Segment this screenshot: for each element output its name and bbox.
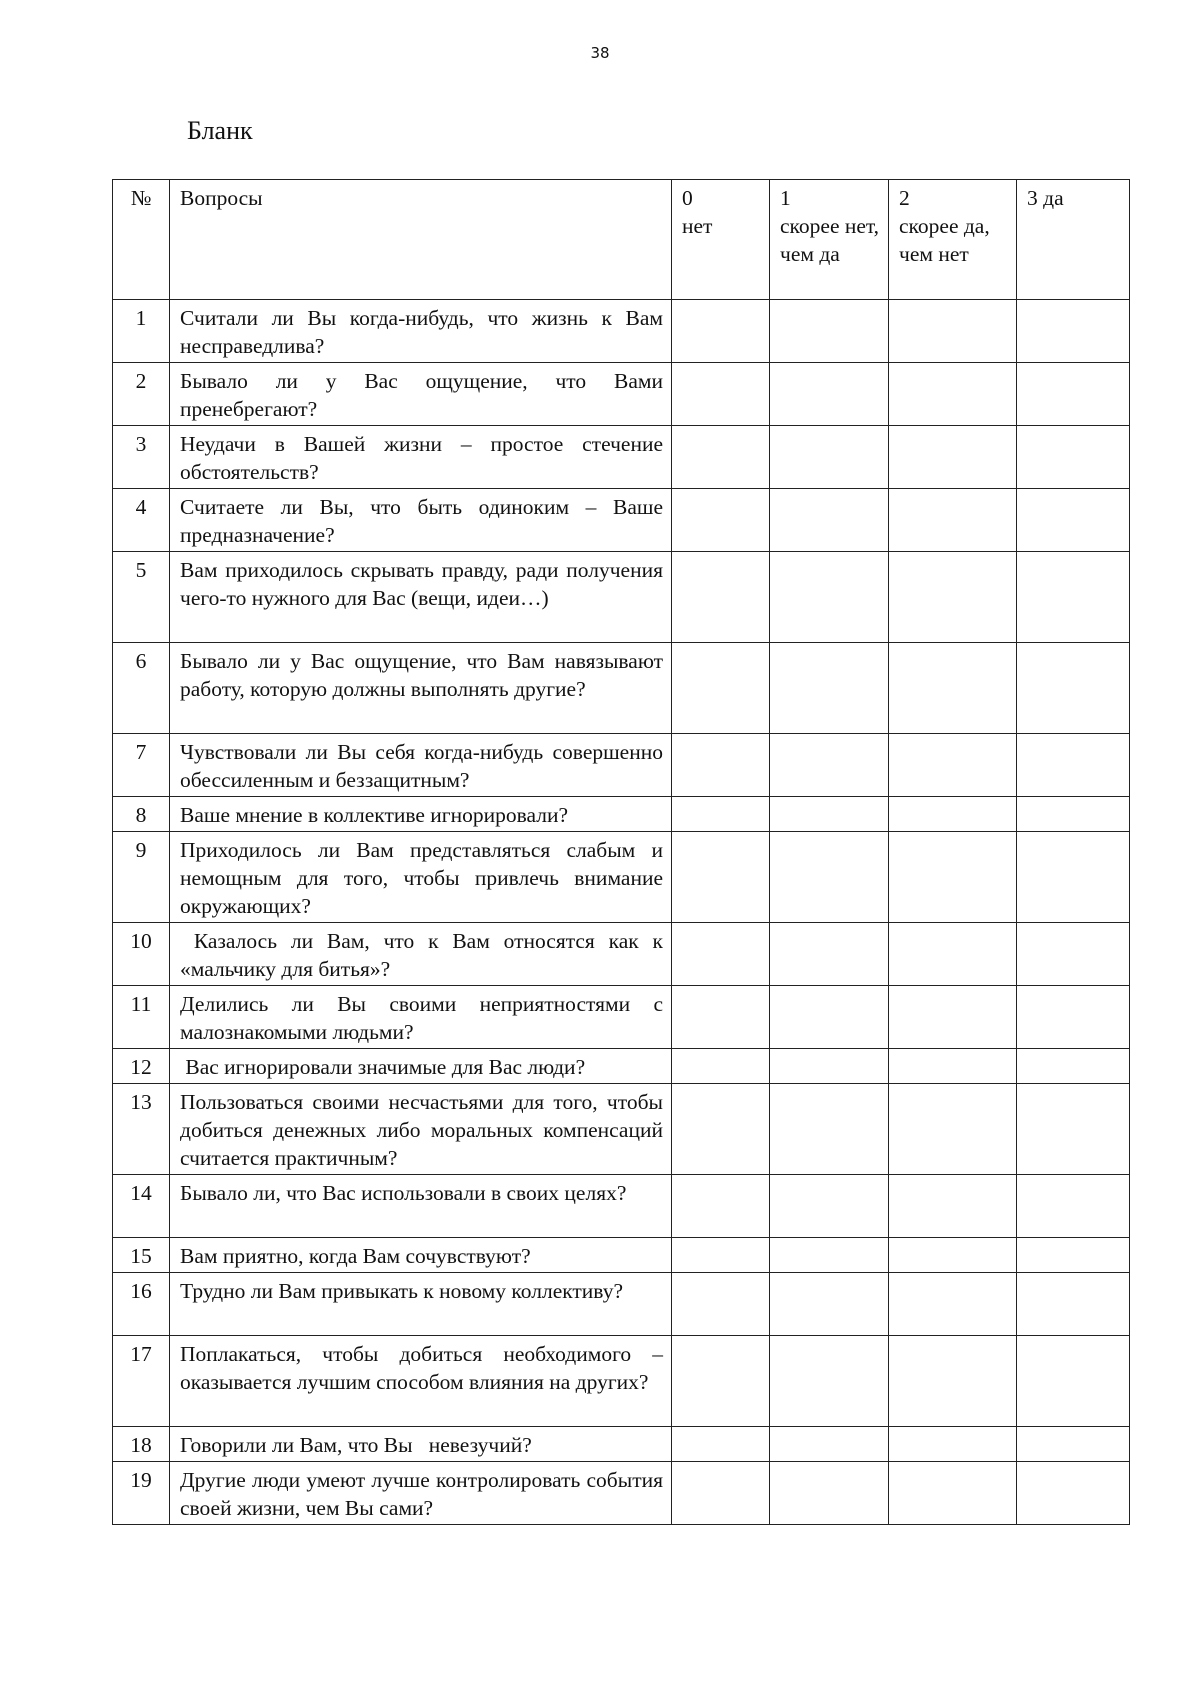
- answer-cell-1[interactable]: [770, 1049, 889, 1084]
- answer-cell-3[interactable]: [1017, 1427, 1130, 1462]
- answer-cell-0[interactable]: [672, 1084, 770, 1175]
- question-row: [113, 1084, 1130, 1175]
- question-text: Чувствовали ли Вы себя когда-нибудь совершенно обессиленным и беззащитным?: [170, 734, 672, 797]
- answer-cell-3[interactable]: [1017, 426, 1130, 489]
- question-text: Поплакаться, чтобы добиться необходимого – оказывается лучшим способом влияния на других?: [170, 1336, 672, 1427]
- question-text: Делились ли Вы своими неприятностями с малознакомыми людьми?: [170, 986, 672, 1049]
- option-score: 1: [780, 186, 791, 210]
- question-text: Считаете ли Вы, что быть одиноким – Ваше предназначение?: [170, 489, 672, 552]
- answer-cell-3[interactable]: [1017, 300, 1130, 363]
- option-score: 0: [682, 186, 693, 210]
- answer-cell-1[interactable]: [770, 832, 889, 923]
- question-row: [113, 426, 1130, 489]
- answer-cell-2[interactable]: [889, 1336, 1017, 1427]
- answer-cell-1[interactable]: [770, 734, 889, 797]
- option-label: скорее да, чем нет: [899, 214, 990, 266]
- answer-cell-0[interactable]: [672, 489, 770, 552]
- question-number: 14: [113, 1175, 170, 1238]
- question-text: Пользоваться своими несчастьями для того, чтобы добиться денежных либо моральных компенсаций считается практичным?: [170, 1084, 672, 1175]
- answer-cell-2[interactable]: [889, 426, 1017, 489]
- question-text: Трудно ли Вам привыкать к новому коллективу?: [170, 1273, 672, 1336]
- question-number: 16: [113, 1273, 170, 1336]
- answer-cell-3[interactable]: [1017, 1238, 1130, 1273]
- questionnaire-table: [112, 179, 1130, 1525]
- answer-cell-3[interactable]: [1017, 832, 1130, 923]
- answer-cell-3[interactable]: [1017, 489, 1130, 552]
- question-row: [113, 552, 1130, 643]
- option-score: 2: [899, 186, 910, 210]
- answer-cell-2[interactable]: [889, 1427, 1017, 1462]
- question-text: Ваше мнение в коллективе игнорировали?: [170, 797, 672, 832]
- answer-cell-1[interactable]: [770, 552, 889, 643]
- answer-cell-3[interactable]: [1017, 986, 1130, 1049]
- question-number: 1: [113, 300, 170, 363]
- question-row: [113, 923, 1130, 986]
- answer-cell-0[interactable]: [672, 1049, 770, 1084]
- question-row: [113, 1175, 1130, 1238]
- answer-cell-0[interactable]: [672, 1238, 770, 1273]
- answer-cell-2[interactable]: [889, 363, 1017, 426]
- question-text: Казалось ли Вам, что к Вам относятся как к «мальчику для битья»?: [170, 923, 672, 986]
- answer-cell-1[interactable]: [770, 1273, 889, 1336]
- question-row: [113, 1427, 1130, 1462]
- answer-cell-0[interactable]: [672, 1336, 770, 1427]
- answer-cell-2[interactable]: [889, 1273, 1017, 1336]
- answer-cell-3[interactable]: [1017, 643, 1130, 734]
- answer-cell-1[interactable]: [770, 1238, 889, 1273]
- answer-cell-0[interactable]: [672, 734, 770, 797]
- answer-cell-2[interactable]: [889, 1462, 1017, 1525]
- option-label: нет: [682, 214, 713, 238]
- question-row: [113, 1273, 1130, 1336]
- question-text: Вас игнорировали значимые для Вас люди?: [170, 1049, 672, 1084]
- answer-cell-2[interactable]: [889, 923, 1017, 986]
- answer-cell-1[interactable]: [770, 1462, 889, 1525]
- answer-cell-2[interactable]: [889, 489, 1017, 552]
- answer-cell-3[interactable]: [1017, 797, 1130, 832]
- question-number: 6: [113, 643, 170, 734]
- question-row: [113, 1462, 1130, 1525]
- answer-cell-3[interactable]: [1017, 1462, 1130, 1525]
- answer-cell-0[interactable]: [672, 1462, 770, 1525]
- page-number: 38: [590, 44, 610, 62]
- question-text: Бывало ли у Вас ощущение, что Вами пренебрегают?: [170, 363, 672, 426]
- answer-cell-1[interactable]: [770, 797, 889, 832]
- question-text: Другие люди умеют лучше контролировать события своей жизни, чем Вы сами?: [170, 1462, 672, 1525]
- answer-cell-2[interactable]: [889, 1238, 1017, 1273]
- form-title: Бланк: [187, 116, 253, 145]
- answer-cell-3[interactable]: [1017, 1049, 1130, 1084]
- answer-cell-0[interactable]: [672, 986, 770, 1049]
- answer-cell-3[interactable]: [1017, 923, 1130, 986]
- question-row: [113, 643, 1130, 734]
- answer-cell-1[interactable]: [770, 1336, 889, 1427]
- question-row: [113, 1238, 1130, 1273]
- question-text: Неудачи в Вашей жизни – простое стечение обстоятельств?: [170, 426, 672, 489]
- answer-cell-0[interactable]: [672, 1427, 770, 1462]
- question-number: 12: [113, 1049, 170, 1084]
- answer-cell-3[interactable]: [1017, 1084, 1130, 1175]
- answer-cell-1[interactable]: [770, 923, 889, 986]
- answer-cell-0[interactable]: [672, 1273, 770, 1336]
- answer-cell-2[interactable]: [889, 1175, 1017, 1238]
- answer-cell-2[interactable]: [889, 552, 1017, 643]
- question-row: [113, 300, 1130, 363]
- answer-cell-1[interactable]: [770, 1084, 889, 1175]
- question-number: 9: [113, 832, 170, 923]
- answer-cell-2[interactable]: [889, 832, 1017, 923]
- answer-cell-1[interactable]: [770, 489, 889, 552]
- answer-cell-3[interactable]: [1017, 1273, 1130, 1336]
- question-row: [113, 363, 1130, 426]
- question-text: Бывало ли, что Вас использовали в своих целях?: [170, 1175, 672, 1238]
- answer-cell-0[interactable]: [672, 426, 770, 489]
- answer-cell-1[interactable]: [770, 300, 889, 363]
- answer-cell-0[interactable]: [672, 1175, 770, 1238]
- answer-cell-2[interactable]: [889, 1049, 1017, 1084]
- header-option-1: [770, 180, 889, 300]
- header-row: [113, 180, 1130, 300]
- option-score: 3 да: [1027, 186, 1064, 210]
- answer-cell-0[interactable]: [672, 363, 770, 426]
- question-number: 19: [113, 1462, 170, 1525]
- answer-cell-0[interactable]: [672, 552, 770, 643]
- answer-cell-3[interactable]: [1017, 1336, 1130, 1427]
- answer-cell-0[interactable]: [672, 300, 770, 363]
- answer-cell-1[interactable]: [770, 363, 889, 426]
- question-number: 8: [113, 797, 170, 832]
- answer-cell-3[interactable]: [1017, 552, 1130, 643]
- answer-cell-2[interactable]: [889, 734, 1017, 797]
- answer-cell-1[interactable]: [770, 1175, 889, 1238]
- question-number: 18: [113, 1427, 170, 1462]
- answer-cell-2[interactable]: [889, 1084, 1017, 1175]
- question-text: Вам приятно, когда Вам сочувствуют?: [170, 1238, 672, 1273]
- question-text: Вам приходилось скрывать правду, ради получения чего-то нужного для Вас (вещи, идеи…): [170, 552, 672, 643]
- question-number: 4: [113, 489, 170, 552]
- answer-cell-3[interactable]: [1017, 734, 1130, 797]
- question-number: 5: [113, 552, 170, 643]
- question-row: [113, 734, 1130, 797]
- answer-cell-2[interactable]: [889, 300, 1017, 363]
- question-row: [113, 1336, 1130, 1427]
- question-row: [113, 986, 1130, 1049]
- question-number: 7: [113, 734, 170, 797]
- answer-cell-0[interactable]: [672, 923, 770, 986]
- question-number: 15: [113, 1238, 170, 1273]
- answer-cell-3[interactable]: [1017, 1175, 1130, 1238]
- question-text: Считали ли Вы когда-нибудь, что жизнь к Вам несправедлива?: [170, 300, 672, 363]
- answer-cell-1[interactable]: [770, 1427, 889, 1462]
- answer-cell-2[interactable]: [889, 986, 1017, 1049]
- question-row: [113, 489, 1130, 552]
- header-num: №: [113, 180, 170, 300]
- answer-cell-2[interactable]: [889, 643, 1017, 734]
- answer-cell-2[interactable]: [889, 797, 1017, 832]
- question-number: 13: [113, 1084, 170, 1175]
- question-text: Бывало ли у Вас ощущение, что Вам навязывают работу, которую должны выполнять другие?: [170, 643, 672, 734]
- question-number: 11: [113, 986, 170, 1049]
- answer-cell-0[interactable]: [672, 797, 770, 832]
- question-number: 10: [113, 923, 170, 986]
- question-row: [113, 832, 1130, 923]
- answer-cell-1[interactable]: [770, 986, 889, 1049]
- question-row: [113, 1049, 1130, 1084]
- header-option-2: [889, 180, 1017, 300]
- answer-cell-0[interactable]: [672, 643, 770, 734]
- question-text: Приходилось ли Вам представляться слабым и немощным для того, чтобы привлечь внимание окружающих?: [170, 832, 672, 923]
- header-option-0: [672, 180, 770, 300]
- question-row: [113, 797, 1130, 832]
- question-text: Говорили ли Вам, что Вы невезучий?: [170, 1427, 672, 1462]
- option-label: скорее нет, чем да: [780, 214, 880, 266]
- question-number: 2: [113, 363, 170, 426]
- header-question: Вопросы: [170, 180, 672, 300]
- answer-cell-1[interactable]: [770, 426, 889, 489]
- question-number: 3: [113, 426, 170, 489]
- answer-cell-1[interactable]: [770, 643, 889, 734]
- answer-cell-0[interactable]: [672, 832, 770, 923]
- question-number: 17: [113, 1336, 170, 1427]
- answer-cell-3[interactable]: [1017, 363, 1130, 426]
- header-option-3: [1017, 180, 1130, 300]
